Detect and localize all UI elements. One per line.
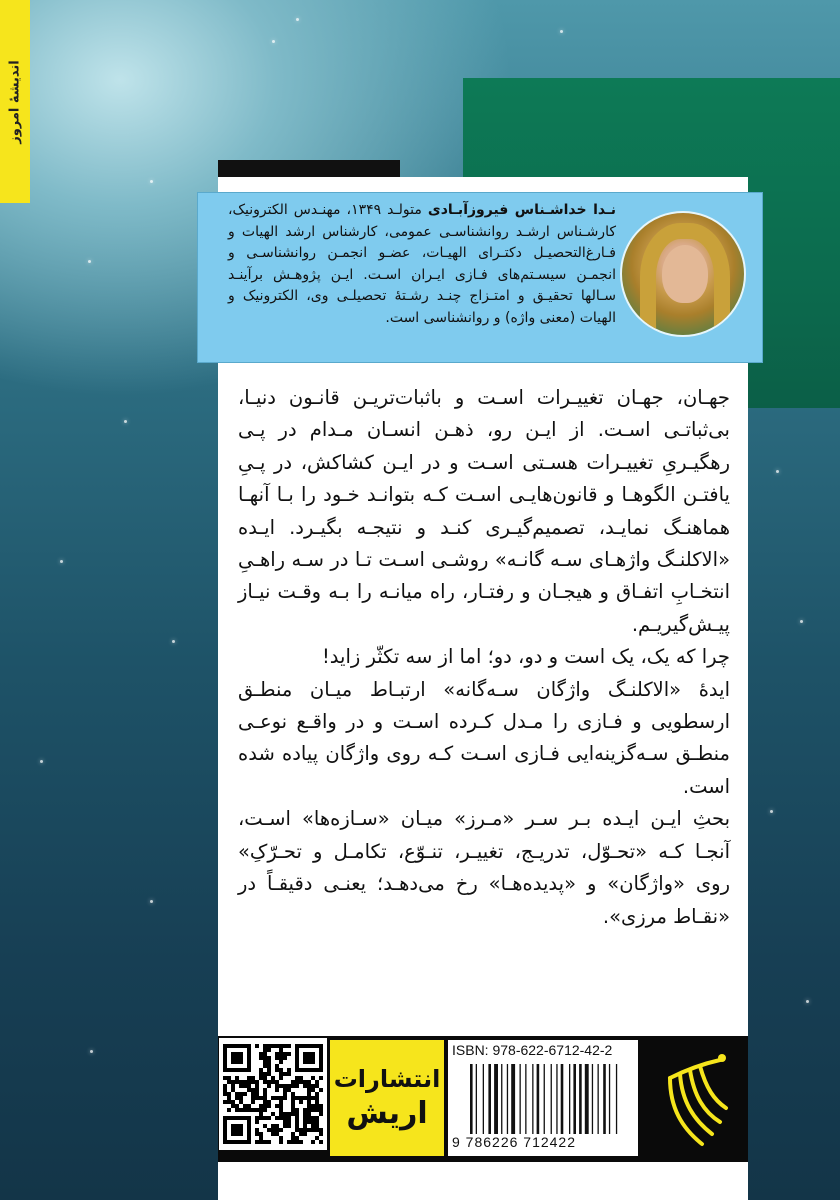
publisher-line-1: انتشارات [333,1065,441,1093]
blurb-paragraph-1: جهـان، جهـان تغییـرات اسـت و باثبات‌تریـن قانـون دنیـا، بی‌ثباتـی اسـت. از ایـن رو، ذهـن انسـان مـدام در پـی رهگیـریِ تغییـرات هسـتی اسـت و در ایـن کشاکش، در پـیِ یافتـن الگوهـا و قانون‌هایـی اسـت کـه بتوانـد خـود را بـا آنهـا هماهنـگ نمایـد، تصمیم‌گیـری کنـد و نتیجـه بگیـرد. ایـده «الاکلنـگ واژهـای سـه گانـه» روشـی اسـت تـا در سـه راهـیِ انتخـابِ اتفـاق و هیجـان و رفتـار، راه میانـه را بـه وقـت نیـاز پیـش‌گیریـم. [238,386,730,636]
barcode [470,1064,630,1134]
isbn-text: ISBN: 978-622-6712-42-2 [452,1042,613,1058]
author-photo [620,211,746,337]
author-bio-text: متولـد ۱۳۴۹، مهنـدس الکترونیک، کارشـناس ارشـد روانشناسـی عمومی، کارشناس ارشد الهیات و فـارغ‌التحصیـل دکتـرای الهیـات، عضـو انجمـن روانشناسـی و انجمـن سیسـتم‌های فـازی ایـران اسـت. ایـن پژوهـش برآینـد سـالها تحقیـق و امتـزاج چنـد رشـتهٔ تحصیلـی وی، الکترونیک و الهیات (معنی واژه) و روانشناسی است. [228,202,616,326]
blurb [238,382,730,933]
blurb-paragraph-4: بحثِ ایـن ایـده بـر سـر «مـرز» میـان «سـازه‌ها» اسـت، آنجـا کـه «تحـوّل، تدریـج، تغییـر، تنـوّع، تکامـل و تحـرّکِ» روی «واژگان» و «پدیده‌هـا» رخ می‌دهـد؛ یعنـی دقیقـاً در «نقـاط مرزی». [238,807,730,928]
author-bio [228,200,616,329]
publisher-badge [330,1040,444,1156]
publisher-line-2: اریش [346,1096,428,1131]
blurb-paragraph-3: ایدهٔ «الاکلنـگ واژگان سـه‌گانه» ارتبـاط میـان منطـق ارسطویی و فـازی را مـدل کـرده اسـت و در واقـع نوعـی منطـق سـه‌گزینه‌ایی فـازی اسـت کـه روی واژگان پیاده شده است. [238,677,730,798]
barcode-number: 9 786226 712422 [452,1134,576,1150]
publisher-logo [650,1048,740,1152]
series-strip [0,0,30,203]
author-name: نـدا خداشـناس فیروزآبـادی [427,202,616,218]
blurb-paragraph-2: چرا که یک، یک است و دو، دو؛ اما از سه تکثّر زاید! [321,645,730,669]
black-bar [218,160,400,177]
series-label: اندیشهٔ امروز [7,59,23,144]
qr-code [219,1038,327,1150]
